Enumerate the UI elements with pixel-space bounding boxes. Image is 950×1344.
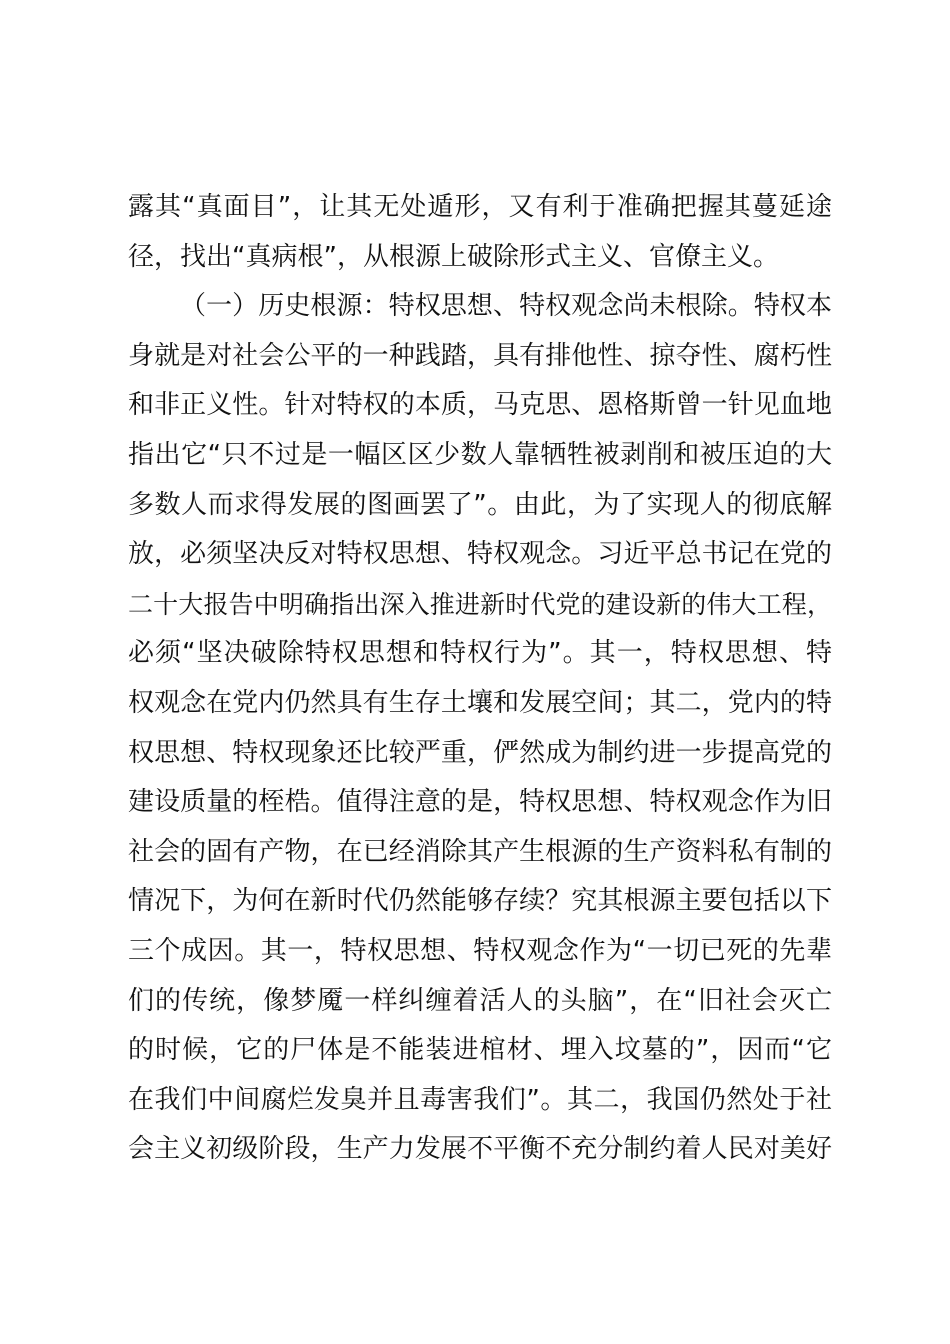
text-line: 会主义初级阶段，生产力发展不平衡不充分制约着人民对美好 [128,1134,832,1165]
text-line: 身就是对社会公平的一种践踏，具有排他性、掠夺性、腐朽性 [128,340,832,371]
text-line: 情况下，为何在新时代仍然能够存续？究其根源主要包括以下 [128,886,832,917]
text-line: 在我们中间腐烂发臭并且毒害我们”。其二，我国仍然处于社 [128,1084,832,1115]
text-line: （一）历史根源：特权思想、特权观念尚未根除。特权本 [180,291,832,322]
text-line: 露其“真面目”，让其无处遁形，又有利于准确把握其蔓延途 [128,192,832,222]
text-line: 权观念在党内仍然具有生存土壤和发展空间；其二，党内的特 [128,687,832,718]
text-line: 放，必须坚决反对特权思想、特权观念。习近平总书记在党的 [128,539,832,570]
text-line: 径，找出“真病根”，从根源上破除形式主义、官僚主义。 [128,241,779,272]
text-line: 建设质量的桎梏。值得注意的是，特权思想、特权观念作为旧 [128,787,832,818]
text-line: 三个成因。其一，特权思想、特权观念作为“一切已死的先辈 [128,935,832,966]
text-line: 必须“坚决破除特权思想和特权行为”。其一，特权思想、特 [128,638,832,669]
body-text [128,183,832,1175]
text-line: 社会的固有产物，在已经消除其产生根源的生产资料私有制的 [128,836,832,867]
text-line: 和非正义性。针对特权的本质，马克思、恩格斯曾一针见血地 [128,390,832,421]
text-line: 权思想、特权现象还比较严重，俨然成为制约进一步提高党的 [128,737,832,768]
text-line: 二十大报告中明确指出深入推进新时代党的建设新的伟大工程， [128,589,832,619]
text-line: 的时候，它的尸体是不能装进棺材、埋入坟墓的”，因而“它 [128,1035,832,1066]
text-line: 们的传统，像梦魇一样纠缠着活人的头脑”，在“旧社会灭亡 [128,985,832,1016]
text-line: 指出它“只不过是一幅区区少数人靠牺牲被剥削和被压迫的大 [128,439,832,470]
text-line: 多数人而求得发展的图画罢了”。由此，为了实现人的彻底解 [128,489,832,520]
